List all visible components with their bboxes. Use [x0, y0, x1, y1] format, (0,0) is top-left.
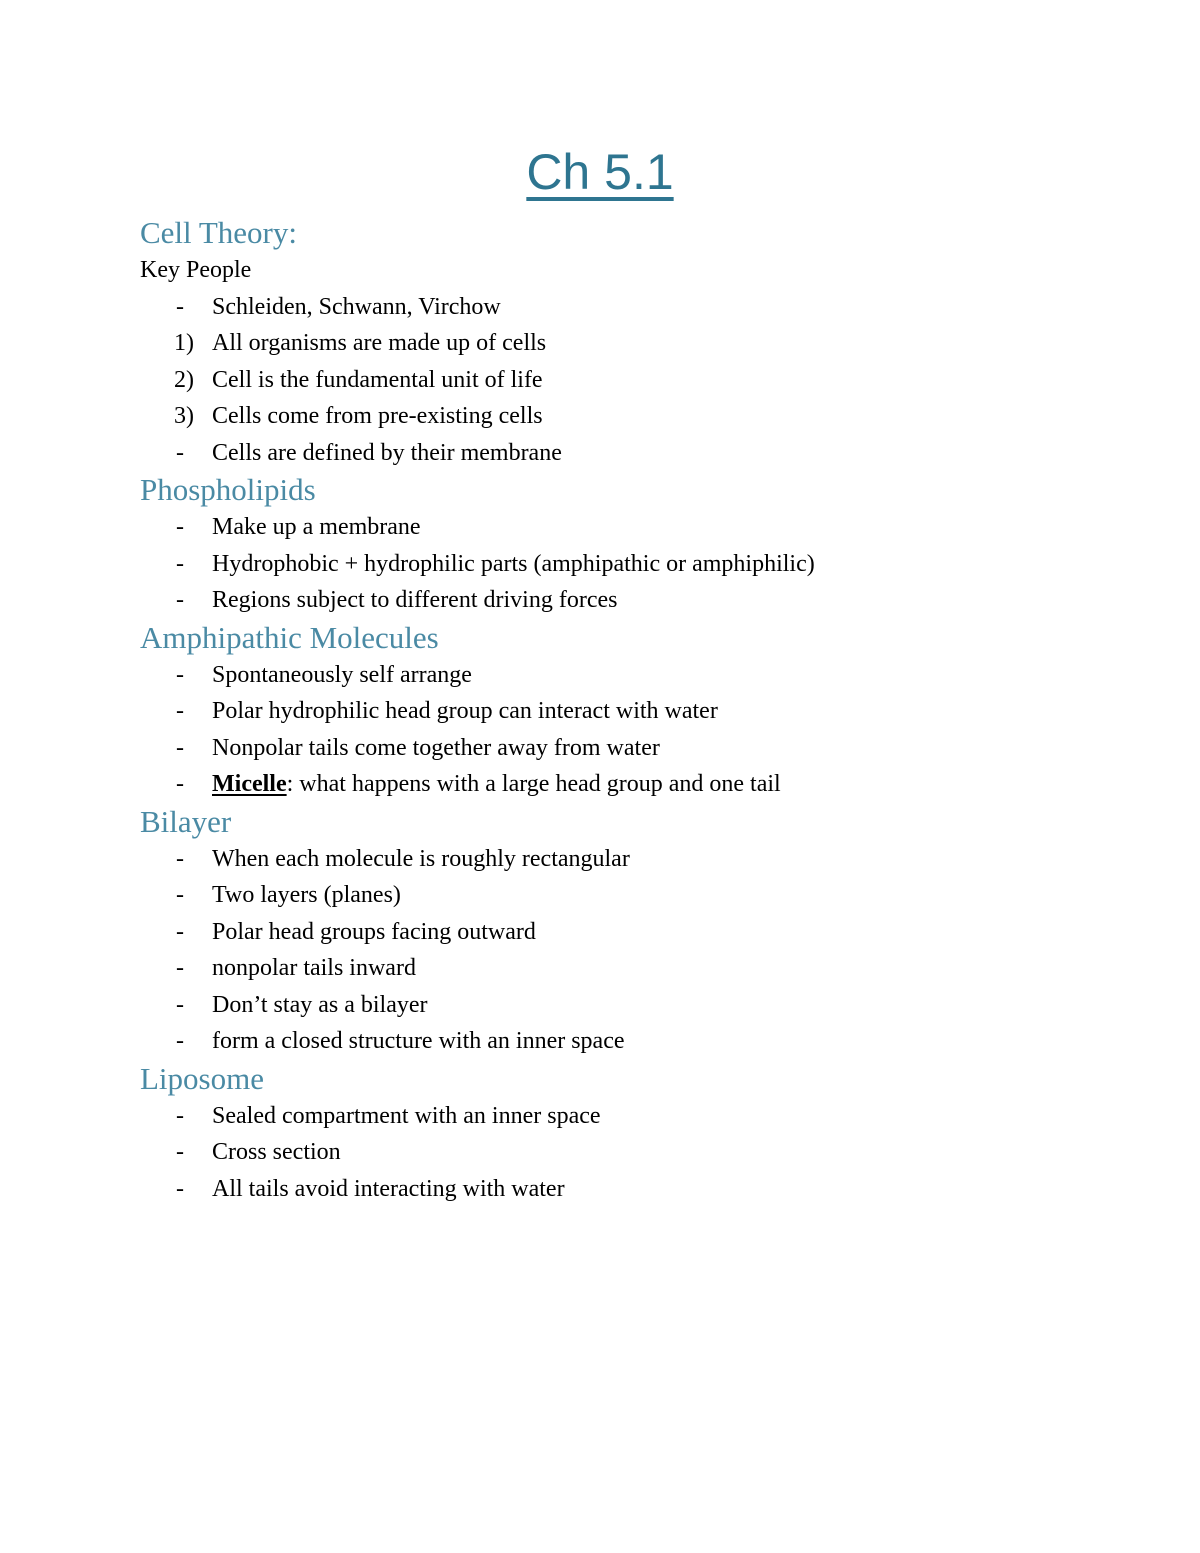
number-marker: 1) — [174, 330, 194, 356]
bullet-marker: - — [176, 550, 184, 577]
list-item — [140, 877, 1120, 914]
bullet-marker: - — [176, 955, 184, 981]
list-item — [140, 582, 1120, 619]
list-item — [140, 766, 1120, 803]
section-subheading: Key People — [140, 257, 252, 283]
list-item-text: Polar head groups facing outward — [212, 918, 536, 945]
list-item-text: Cells come from pre-existing cells — [212, 403, 543, 429]
bullet-marker: - — [176, 439, 184, 466]
list-item-text: Nonpolar tails come together away from water — [212, 734, 660, 761]
bullet-marker: - — [176, 734, 184, 761]
list-item-text: Cell is the fundamental unit of life — [212, 366, 543, 393]
list-item-text: All organisms are made up of cells — [212, 330, 547, 356]
bullet-marker: - — [176, 661, 184, 688]
list-item-text: Hydrophobic + hydrophilic parts (amphipathic or amphiphilic) — [212, 550, 815, 577]
bullet-marker: - — [176, 1028, 184, 1054]
bullet-marker: - — [176, 1139, 184, 1165]
list-item-text: All tails avoid interacting with water — [212, 1175, 565, 1202]
section-heading: Bilayer — [140, 803, 232, 839]
list-item-text: Don’t stay as a bilayer — [212, 991, 428, 1018]
list-item — [140, 1134, 1120, 1171]
bullet-marker: - — [176, 587, 184, 613]
section-heading: Amphipathic Molecules — [140, 619, 439, 655]
list-item — [140, 950, 1120, 987]
list-item — [140, 362, 1120, 399]
section-heading: Phospholipids — [140, 472, 316, 507]
bullet-marker: - — [176, 514, 184, 540]
list-item — [140, 289, 1120, 326]
list-item-text: Schleiden, Schwann, Virchow — [212, 293, 501, 320]
list-item-text: Cross section — [212, 1139, 341, 1165]
list-item-text: nonpolar tails inward — [212, 955, 416, 981]
list-item-text: : what happens with a large head group and one tail — [286, 771, 781, 797]
bullet-marker: - — [176, 991, 184, 1018]
notes-content — [140, 214, 1120, 1207]
bullet-marker: - — [176, 1175, 184, 1202]
bullet-marker: - — [176, 771, 184, 797]
list-item-text: Regions subject to different driving forces — [212, 587, 618, 613]
list-item — [140, 325, 1120, 362]
list-item — [140, 1098, 1120, 1135]
list-item — [140, 398, 1120, 435]
bullet-marker: - — [176, 918, 184, 945]
list-item — [140, 987, 1120, 1024]
bullet-marker: - — [176, 1102, 184, 1129]
section-amphipathic-molecules — [140, 619, 1120, 803]
list-item-text: Make up a membrane — [212, 514, 421, 540]
bullet-marker: - — [176, 293, 184, 320]
bullet-marker: - — [176, 882, 184, 908]
bullet-marker: - — [176, 845, 184, 872]
list-item — [140, 435, 1120, 472]
list-item-text: Polar hydrophilic head group can interact with water — [212, 698, 718, 724]
list-item — [140, 509, 1120, 546]
list-item — [140, 657, 1120, 694]
list-item — [140, 1023, 1120, 1060]
number-marker: 2) — [174, 366, 194, 393]
section-liposome — [140, 1060, 1120, 1208]
list-item — [140, 841, 1120, 878]
list-item — [140, 914, 1120, 951]
section-phospholipids — [140, 471, 1120, 619]
list-item-text: Two layers (planes) — [212, 882, 401, 908]
list-item — [140, 693, 1120, 730]
list-item-text: form a closed structure with an inner space — [212, 1028, 625, 1054]
term-micelle: Micelle — [212, 771, 287, 797]
list-item-text: Sealed compartment with an inner space — [212, 1102, 601, 1129]
list-item-text: Cells are defined by their membrane — [212, 439, 562, 466]
section-heading: Liposome — [140, 1060, 264, 1096]
page-title-text: Ch 5.1 — [526, 144, 674, 200]
list-item — [140, 1171, 1120, 1208]
list-item-text: When each molecule is roughly rectangular — [212, 845, 630, 872]
list-item-text: Spontaneously self arrange — [212, 661, 472, 688]
number-marker: 3) — [174, 403, 194, 429]
bullet-marker: - — [176, 698, 184, 724]
section-bilayer — [140, 803, 1120, 1060]
section-cell-theory — [140, 214, 1120, 471]
page-title — [0, 140, 1200, 204]
list-item — [140, 546, 1120, 583]
list-item — [140, 730, 1120, 767]
section-heading: Cell Theory: — [140, 215, 297, 250]
